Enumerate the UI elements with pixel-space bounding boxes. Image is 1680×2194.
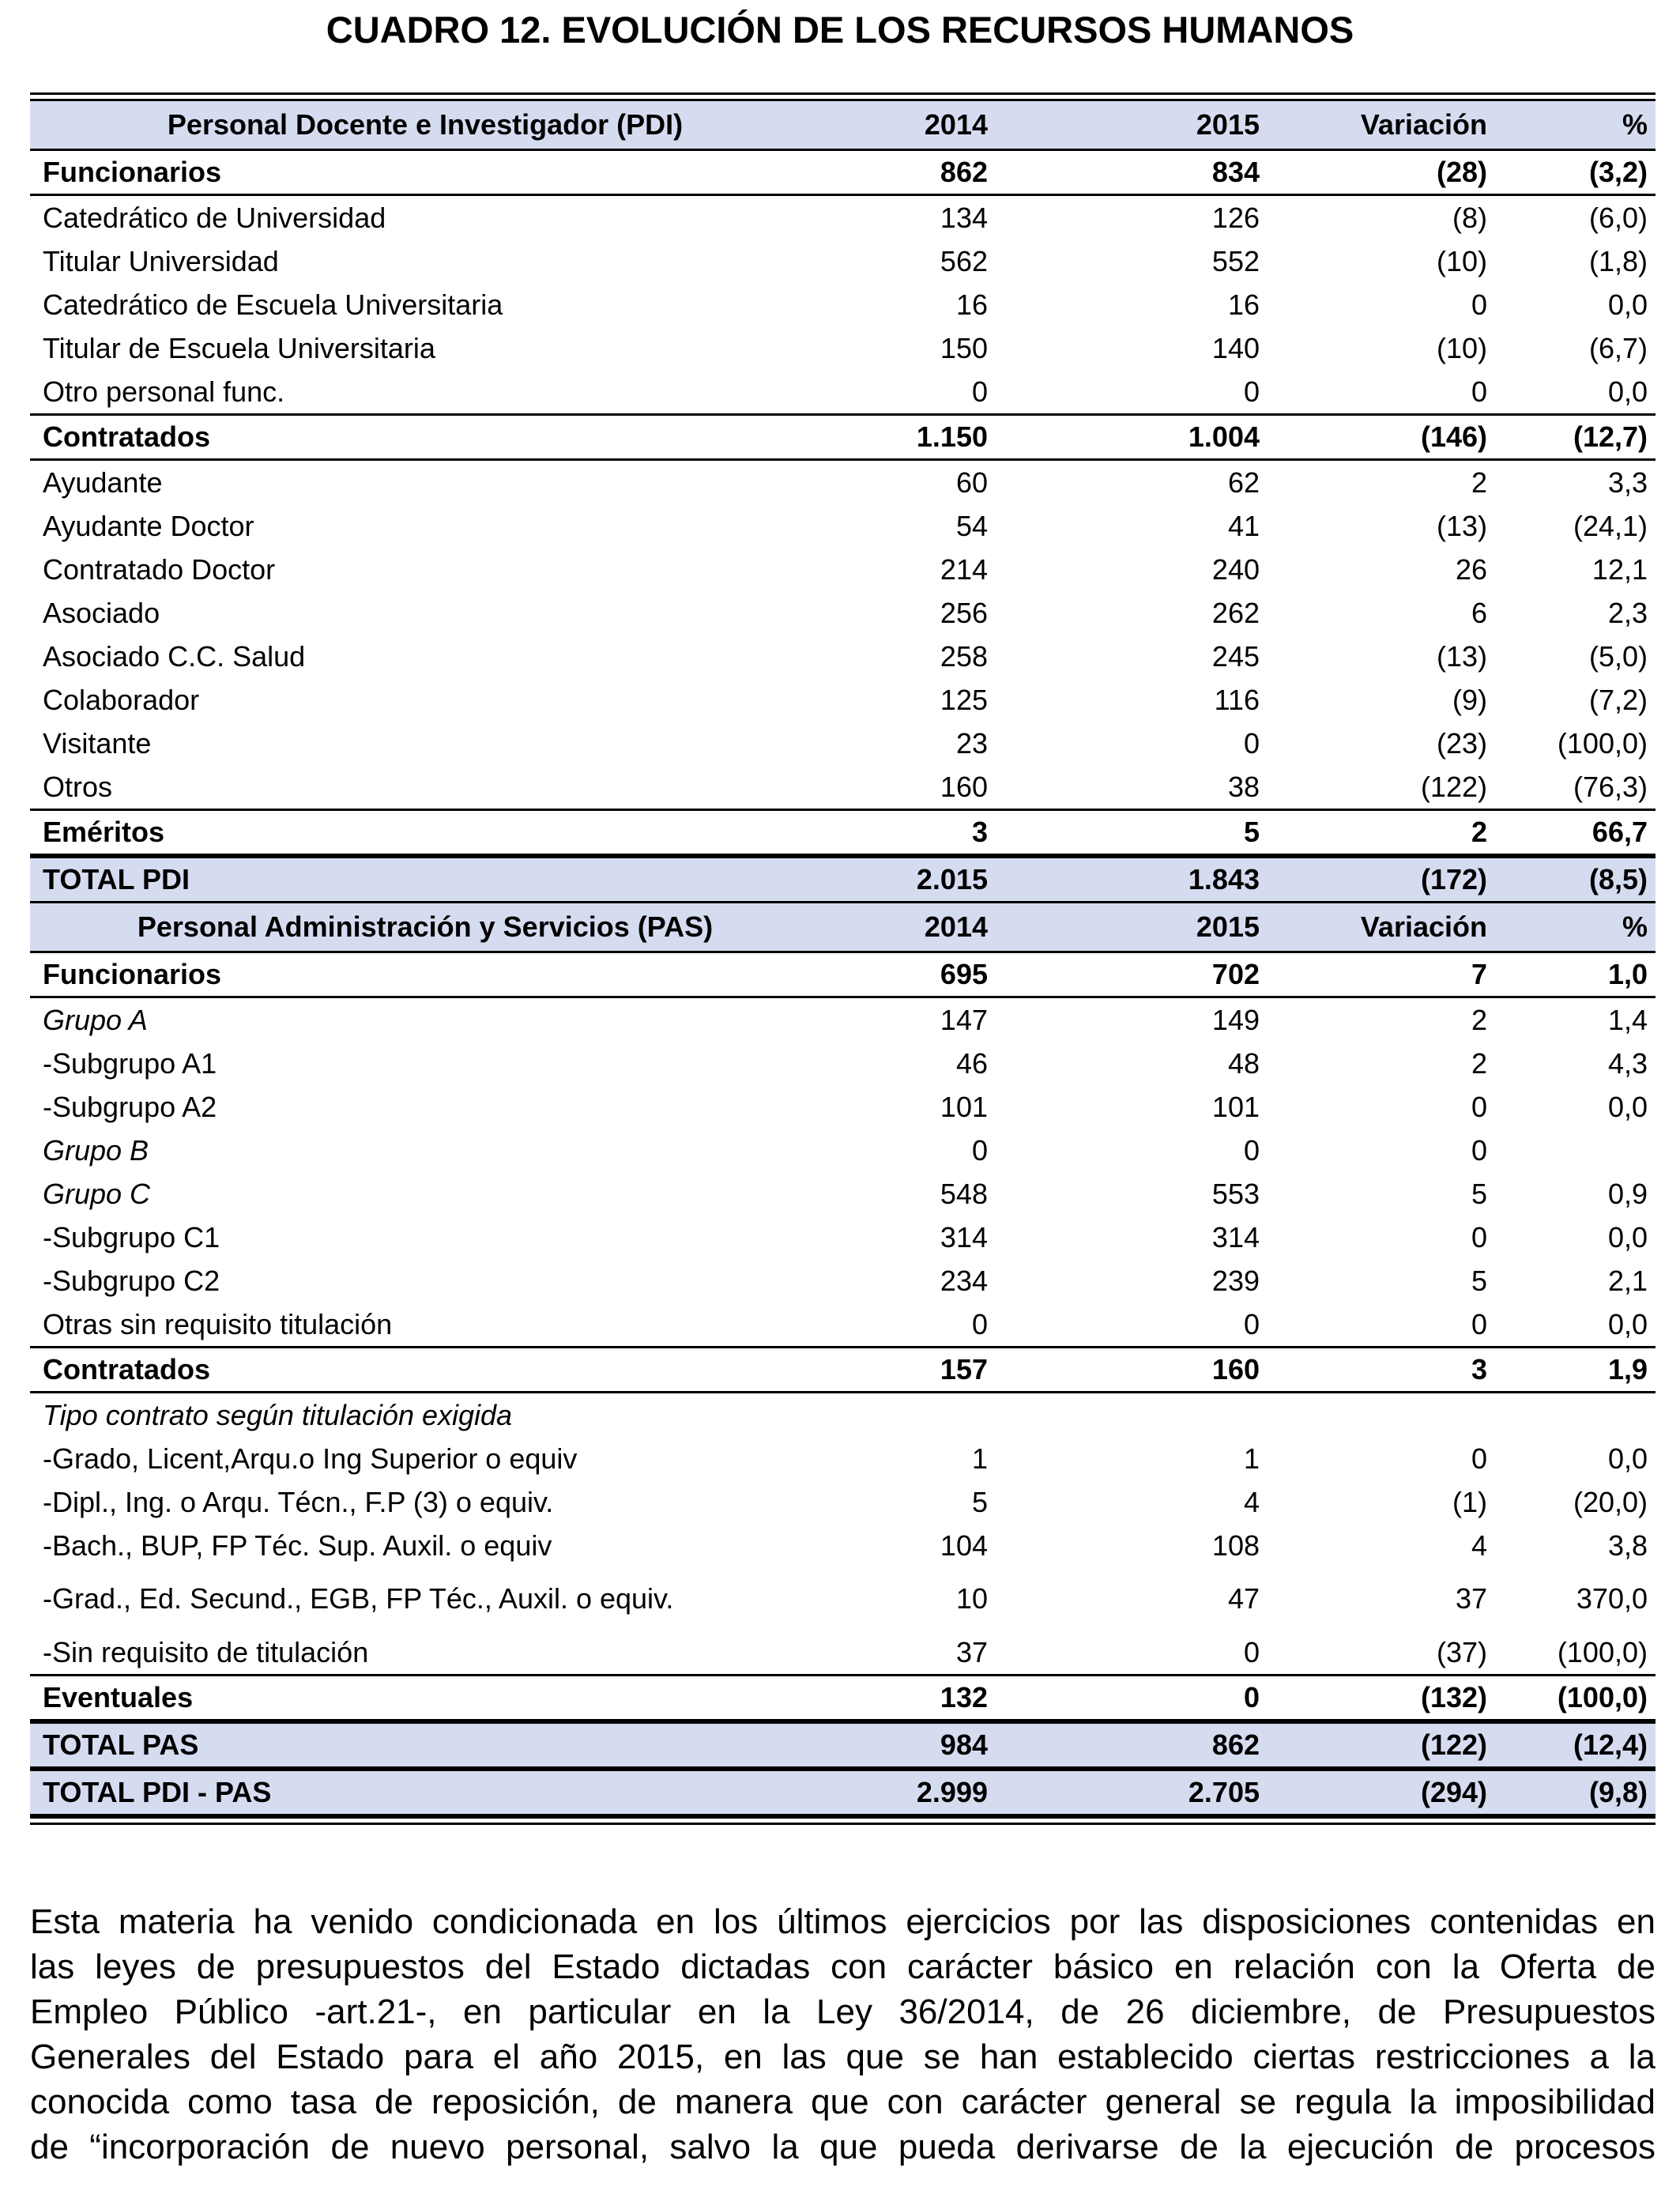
value-variacion: 0 — [1471, 1220, 1487, 1253]
row-label: Contratados — [43, 420, 211, 453]
row-label: Titular de Escuela Universitaria — [43, 331, 435, 364]
value-2014: 157 — [940, 1353, 988, 1385]
value-2014: 37 — [955, 1635, 988, 1668]
paragraph-line: las leyes de presupuestos del Estado dictadas con carácter básico en relación con la Oferta de — [30, 1947, 1656, 1986]
value-percent: 0,0 — [1607, 375, 1648, 408]
table-row — [30, 1437, 1656, 1480]
row-label: Ayudante Doctor — [43, 509, 254, 542]
header-percent: % — [1622, 910, 1648, 943]
table-row — [30, 239, 1656, 283]
row-label: Otras sin requisito titulación — [43, 1307, 393, 1340]
value-variacion: 0 — [1471, 1090, 1487, 1123]
value-percent: 0,0 — [1607, 1307, 1648, 1340]
value-2015: 101 — [1211, 1090, 1260, 1123]
table-row — [30, 722, 1656, 765]
row-label: -Grado, Licent,Arqu.o Ing Superior o equiv — [43, 1442, 578, 1475]
value-variacion: (13) — [1436, 509, 1487, 542]
header-2014: 2014 — [924, 910, 988, 943]
row-label: Tipo contrato según titulación exigida — [43, 1398, 513, 1431]
row-label: Grupo C — [43, 1177, 151, 1210]
value-2014: 160 — [940, 770, 988, 803]
value-2014: 1.150 — [916, 420, 988, 453]
value-variacion: 3 — [1471, 1353, 1487, 1385]
value-variacion: 5 — [1471, 1264, 1487, 1297]
row-label: -Sin requisito de titulación — [43, 1635, 369, 1668]
table-row — [30, 998, 1656, 1042]
row-label: Grupo A — [43, 1003, 148, 1036]
row-label: TOTAL PAS — [43, 1728, 199, 1761]
row-label: -Subgrupo A2 — [43, 1090, 217, 1123]
value-2014: 150 — [940, 331, 988, 364]
value-2014: 862 — [940, 156, 988, 188]
value-percent: (9,8) — [1588, 1776, 1648, 1808]
paragraph-line: Generales del Estado para el año 2015, en las que se han establecido ciertas restricciones a la — [30, 2038, 1656, 2076]
value-2014: 695 — [940, 958, 988, 990]
section-row — [30, 951, 1656, 998]
value-percent: (12,4) — [1573, 1728, 1648, 1761]
value-variacion: 0 — [1471, 1307, 1487, 1340]
row-label: Titular Universidad — [43, 244, 279, 277]
section-row — [30, 149, 1656, 196]
value-2015: 0 — [1243, 375, 1260, 408]
table-row — [30, 635, 1656, 678]
value-variacion: (122) — [1420, 770, 1487, 803]
value-variacion: (37) — [1436, 1635, 1487, 1668]
value-2014: 104 — [940, 1529, 988, 1562]
section-row — [30, 809, 1656, 856]
body-paragraph — [30, 1899, 1656, 2169]
value-percent: (3,2) — [1588, 156, 1648, 188]
value-2015: 116 — [1214, 683, 1260, 716]
value-variacion: (9) — [1452, 683, 1487, 716]
value-2014: 147 — [940, 1003, 988, 1036]
row-label: Otros — [43, 770, 113, 803]
row-label: Visitante — [43, 726, 152, 760]
header-variacion: Variación — [1360, 108, 1487, 141]
value-2015: 2.705 — [1188, 1776, 1260, 1808]
value-percent: (76,3) — [1573, 770, 1648, 803]
value-variacion: 6 — [1471, 596, 1487, 629]
value-variacion: 2 — [1471, 466, 1487, 499]
value-2015: 1 — [1243, 1442, 1260, 1475]
value-2014: 1 — [971, 1442, 988, 1475]
row-label: Eventuales — [43, 1681, 194, 1713]
value-2015: 149 — [1211, 1003, 1260, 1036]
value-variacion: (10) — [1436, 331, 1487, 364]
table-row — [30, 1259, 1656, 1302]
table-row — [30, 591, 1656, 635]
value-2014: 125 — [940, 683, 988, 716]
row-label: Contratados — [43, 1353, 211, 1385]
table-row — [30, 196, 1656, 239]
value-2014: 314 — [940, 1220, 988, 1253]
value-percent: 66,7 — [1591, 816, 1648, 848]
section-row — [30, 1674, 1656, 1721]
total-row — [30, 856, 1656, 903]
value-variacion: (23) — [1436, 726, 1487, 760]
value-percent: (100,0) — [1557, 726, 1648, 760]
resources-table — [30, 92, 1656, 1825]
table-row — [30, 1567, 1656, 1630]
grand-total-row — [30, 1769, 1656, 1816]
value-2014: 256 — [940, 596, 988, 629]
value-2015: 5 — [1243, 816, 1260, 848]
paragraph-line: conocida como tasa de reposición, de manera que con carácter general se regula la imposibilidad — [30, 2083, 1656, 2121]
value-2014: 2.999 — [916, 1776, 988, 1808]
table-row — [30, 548, 1656, 591]
table-row — [30, 1302, 1656, 1346]
value-percent: (100,0) — [1557, 1681, 1648, 1713]
value-variacion: 0 — [1471, 375, 1487, 408]
table-row — [30, 1085, 1656, 1129]
value-variacion: 7 — [1471, 958, 1487, 990]
value-2014: 234 — [940, 1264, 988, 1297]
value-variacion: 26 — [1455, 552, 1487, 586]
value-2014: 23 — [955, 726, 988, 760]
value-percent: 0,9 — [1607, 1177, 1648, 1210]
value-2014: 60 — [955, 466, 988, 499]
row-label: Asociado — [43, 596, 160, 629]
table-row — [30, 1524, 1656, 1567]
value-2015: 0 — [1243, 1133, 1260, 1167]
value-2015: 0 — [1243, 726, 1260, 760]
value-percent: (6,0) — [1588, 201, 1648, 234]
value-2015: 553 — [1211, 1177, 1260, 1210]
total-row — [30, 1721, 1656, 1769]
value-percent: 0,0 — [1607, 288, 1648, 321]
value-variacion: 2 — [1471, 1003, 1487, 1036]
pdi-header-row — [30, 101, 1656, 149]
value-2015: 862 — [1211, 1728, 1260, 1761]
value-percent: 0,0 — [1607, 1220, 1648, 1253]
value-2015: 62 — [1227, 466, 1260, 499]
value-variacion: 5 — [1471, 1177, 1487, 1210]
value-2014: 984 — [940, 1728, 988, 1761]
value-2015: 140 — [1211, 331, 1260, 364]
value-2014: 54 — [955, 509, 988, 542]
value-percent: 0,0 — [1607, 1090, 1648, 1123]
value-2014: 132 — [940, 1681, 988, 1713]
header-2015: 2015 — [1196, 910, 1260, 943]
table-row — [30, 1129, 1656, 1172]
row-label: Catedrático de Escuela Universitaria — [43, 288, 503, 321]
value-2014: 101 — [940, 1090, 988, 1123]
value-2015: 262 — [1211, 596, 1260, 629]
value-percent: 0,0 — [1607, 1442, 1648, 1475]
value-2015: 240 — [1211, 552, 1260, 586]
paragraph-line: Empleo Público -art.21-, en particular en la Ley 36/2014, de 26 diciembre, de Presupuestos — [30, 1992, 1656, 2031]
section-row — [30, 413, 1656, 461]
subheading-row — [30, 1393, 1656, 1437]
row-label: Funcionarios — [43, 958, 222, 990]
section-row — [30, 1346, 1656, 1393]
paragraph-line: Esta materia ha venido condicionada en los últimos ejercicios por las disposiciones contenidas en — [30, 1902, 1656, 1941]
value-2014: 46 — [955, 1046, 988, 1080]
value-percent: 2,1 — [1607, 1264, 1648, 1297]
value-variacion: (146) — [1420, 420, 1487, 453]
value-2014: 16 — [955, 288, 988, 321]
value-2014: 0 — [971, 1307, 988, 1340]
value-2014: 10 — [955, 1582, 988, 1615]
top-double-rule — [30, 95, 1656, 101]
value-variacion: (172) — [1420, 863, 1487, 895]
value-variacion: (28) — [1436, 156, 1487, 188]
value-2014: 3 — [971, 816, 988, 848]
value-variacion: (8) — [1452, 201, 1487, 234]
value-2014: 258 — [940, 639, 988, 673]
row-label: Otro personal func. — [43, 375, 285, 408]
value-percent: (12,7) — [1573, 420, 1648, 453]
value-variacion: 0 — [1471, 1133, 1487, 1167]
pas-header-label: Personal Administración y Servicios (PAS) — [137, 910, 714, 943]
value-2015: 834 — [1211, 156, 1260, 188]
table-row — [30, 1172, 1656, 1216]
value-percent: (1,8) — [1588, 244, 1648, 277]
table-row — [30, 1042, 1656, 1085]
value-2015: 0 — [1243, 1307, 1260, 1340]
value-variacion: 0 — [1471, 288, 1487, 321]
table-row — [30, 765, 1656, 809]
value-2015: 1.843 — [1188, 863, 1260, 895]
row-label: TOTAL PDI — [43, 863, 190, 895]
bottom-double-rule — [30, 1816, 1656, 1825]
row-label: TOTAL PDI - PAS — [43, 1776, 272, 1808]
header-percent: % — [1622, 108, 1648, 141]
value-2014: 5 — [971, 1485, 988, 1518]
value-percent: 12,1 — [1591, 552, 1648, 586]
value-2015: 702 — [1211, 958, 1260, 990]
value-percent: (8,5) — [1588, 863, 1648, 895]
pdi-header-label: Personal Docente e Investigador (PDI) — [167, 108, 684, 141]
value-percent: (7,2) — [1588, 683, 1648, 716]
value-percent: 3,8 — [1607, 1529, 1648, 1562]
table-row — [30, 461, 1656, 504]
value-2015: 108 — [1211, 1529, 1260, 1562]
row-label: Asociado C.C. Salud — [43, 639, 306, 673]
value-2014: 214 — [940, 552, 988, 586]
header-variacion: Variación — [1360, 910, 1487, 943]
table-title: CUADRO 12. EVOLUCIÓN DE LOS RECURSOS HUMANOS — [326, 9, 1354, 51]
table-row — [30, 1630, 1656, 1674]
row-label: Catedrático de Universidad — [43, 201, 386, 234]
row-label: -Bach., BUP, FP Téc. Sup. Auxil. o equiv — [43, 1529, 552, 1562]
value-2015: 4 — [1243, 1485, 1260, 1518]
value-variacion: (10) — [1436, 244, 1487, 277]
value-percent: (100,0) — [1557, 1635, 1648, 1668]
row-label: -Subgrupo C2 — [43, 1264, 220, 1297]
row-label: Ayudante — [43, 466, 163, 499]
value-2015: 160 — [1211, 1353, 1260, 1385]
value-2015: 552 — [1211, 244, 1260, 277]
value-percent: (24,1) — [1573, 509, 1648, 542]
value-variacion: 2 — [1471, 1046, 1487, 1080]
row-label: Funcionarios — [43, 156, 222, 188]
value-variacion: 2 — [1471, 816, 1487, 848]
row-label: Grupo B — [43, 1133, 149, 1167]
value-2015: 239 — [1211, 1264, 1260, 1297]
table-row — [30, 1480, 1656, 1524]
value-2014: 562 — [940, 244, 988, 277]
value-percent: 2,3 — [1607, 596, 1648, 629]
value-percent: 3,3 — [1607, 466, 1648, 499]
row-label: Colaborador — [43, 683, 200, 716]
value-2015: 314 — [1211, 1220, 1260, 1253]
row-label: -Subgrupo A1 — [43, 1046, 217, 1080]
pas-header-row — [30, 903, 1656, 951]
value-2015: 47 — [1227, 1582, 1260, 1615]
value-percent: 370,0 — [1576, 1582, 1648, 1615]
table-row — [30, 370, 1656, 413]
table-row — [30, 1216, 1656, 1259]
table-row — [30, 283, 1656, 326]
row-label: Contratado Doctor — [43, 552, 276, 586]
value-2014: 548 — [940, 1177, 988, 1210]
table-row — [30, 504, 1656, 548]
value-variacion: 4 — [1471, 1529, 1487, 1562]
value-percent: 1,0 — [1607, 958, 1648, 990]
value-variacion: (13) — [1436, 639, 1487, 673]
value-percent: 4,3 — [1607, 1046, 1648, 1080]
header-2014: 2014 — [924, 108, 988, 141]
value-percent: 1,9 — [1607, 1353, 1648, 1385]
value-2014: 2.015 — [916, 863, 988, 895]
value-2015: 0 — [1243, 1681, 1260, 1713]
header-2015: 2015 — [1196, 108, 1260, 141]
value-percent: (5,0) — [1588, 639, 1648, 673]
value-percent: 1,4 — [1607, 1003, 1648, 1036]
value-2015: 126 — [1211, 201, 1260, 234]
value-2015: 48 — [1227, 1046, 1260, 1080]
value-2015: 38 — [1227, 770, 1260, 803]
value-2015: 245 — [1211, 639, 1260, 673]
value-variacion: (132) — [1420, 1681, 1487, 1713]
value-percent: (20,0) — [1573, 1485, 1648, 1518]
row-label: -Subgrupo C1 — [43, 1220, 220, 1253]
value-2015: 41 — [1227, 509, 1260, 542]
value-variacion: (294) — [1420, 1776, 1487, 1808]
value-variacion: 0 — [1471, 1442, 1487, 1475]
value-2014: 0 — [971, 1133, 988, 1167]
value-percent: (6,7) — [1588, 331, 1648, 364]
table-row — [30, 326, 1656, 370]
value-2015: 16 — [1227, 288, 1260, 321]
value-variacion: (122) — [1420, 1728, 1487, 1761]
value-2014: 0 — [971, 375, 988, 408]
value-variacion: (1) — [1452, 1485, 1487, 1518]
table-row — [30, 678, 1656, 722]
value-2015: 0 — [1243, 1635, 1260, 1668]
value-2015: 1.004 — [1188, 420, 1260, 453]
value-2014: 134 — [940, 201, 988, 234]
row-label: -Grad., Ed. Secund., EGB, FP Téc., Auxil. o equiv. — [43, 1582, 674, 1615]
paragraph-line: de “incorporación de nuevo personal, salvo la que pueda derivarse de la ejecución de procesos — [30, 2128, 1656, 2166]
value-variacion: 37 — [1455, 1582, 1487, 1615]
row-label: Eméritos — [43, 816, 165, 848]
row-label: -Dipl., Ing. o Arqu. Técn., F.P (3) o equiv. — [43, 1485, 554, 1518]
